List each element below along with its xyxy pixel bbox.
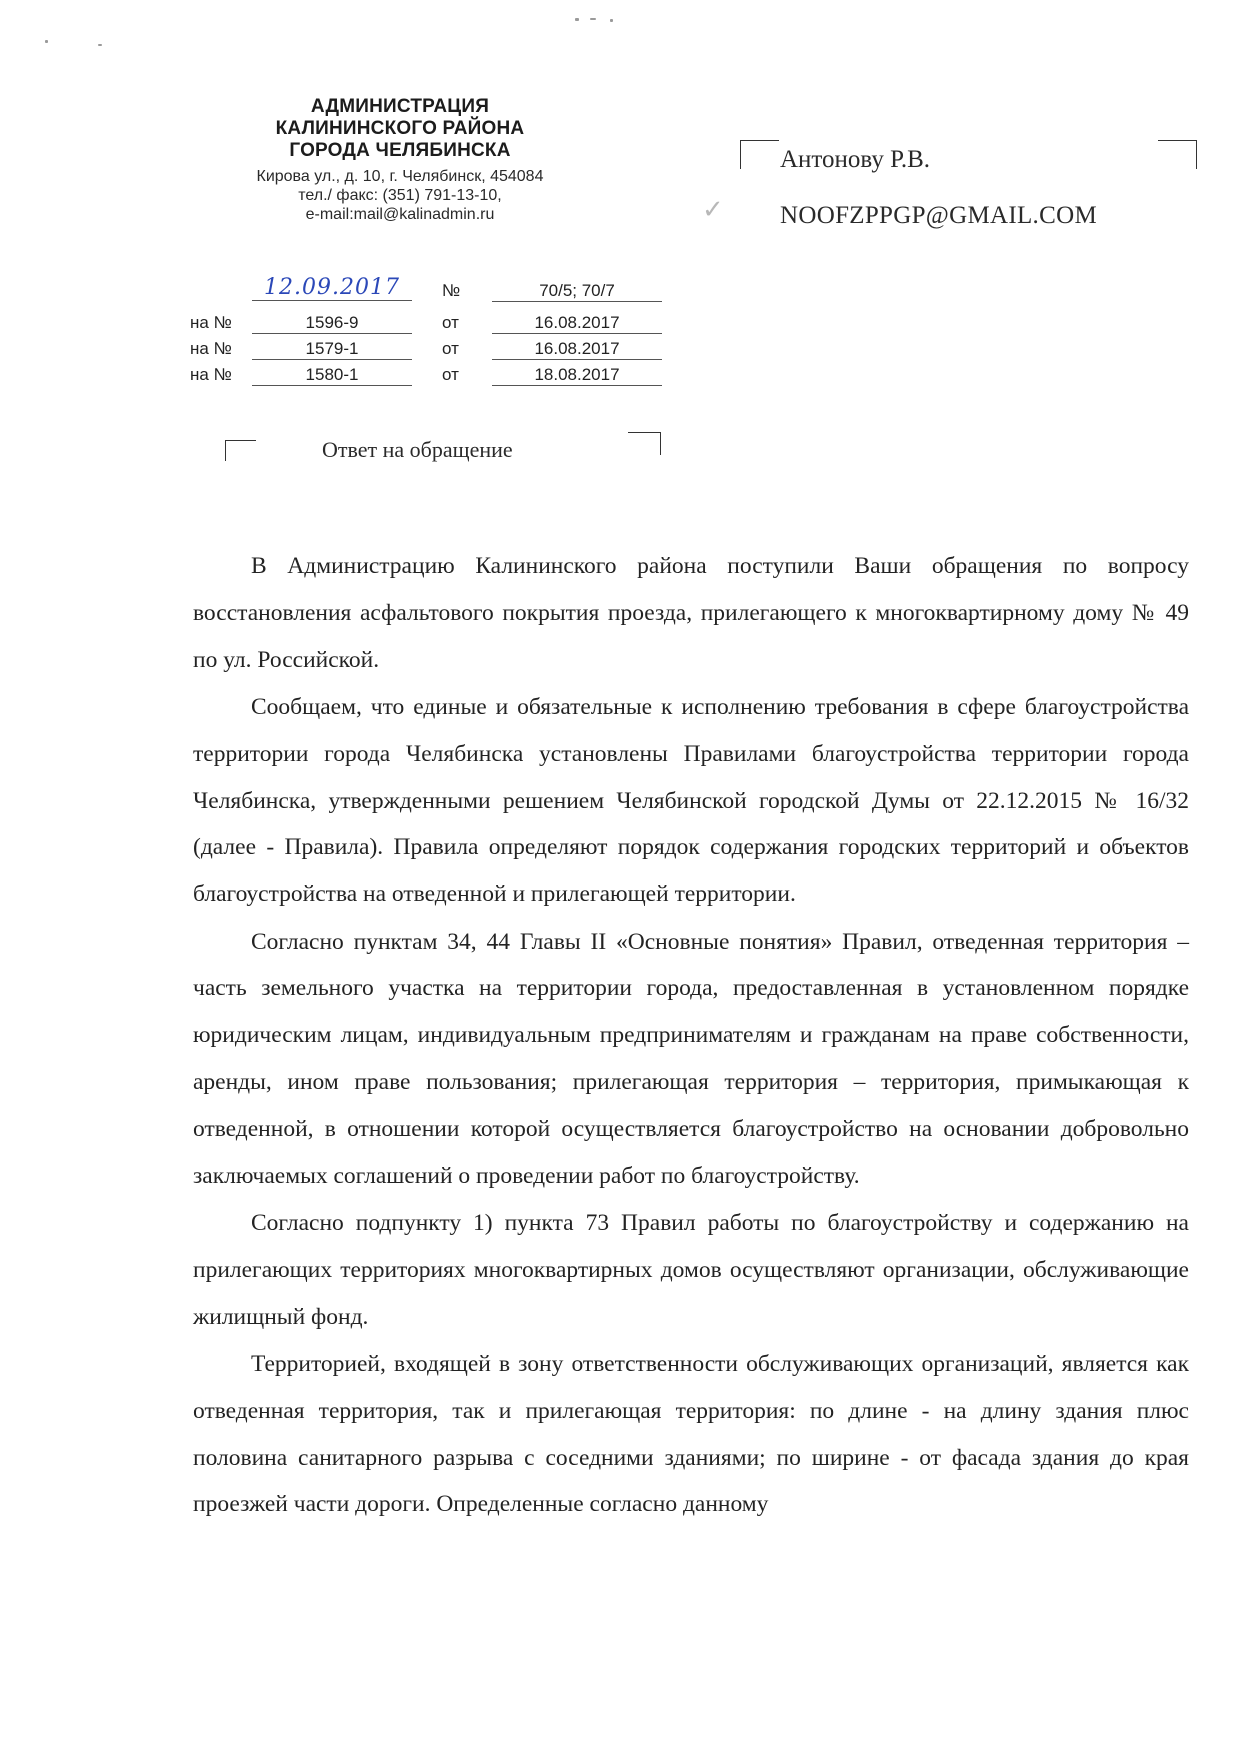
- letter-body: [193, 543, 1189, 1529]
- outgoing-date: 12.09.2017: [252, 275, 412, 301]
- body-paragraph: Согласно пунктам 34, 44 Главы II «Основные понятия» Правил, отведенная территория – часть земельного участка на территории города, предоставленная в установленном порядке юридическим лицам, индивидуальным предпринимателям и гражданам на праве собственности, аренды, ином праве пользования; прилегающая территория – территория, примыкающая к отведенной, в отношении которой осуществляется благоустройство на основании добровольно заключаемых соглашений о проведении работ по благоустройству.: [193, 928, 1189, 1189]
- scan-speck: [98, 44, 102, 46]
- checkmark-icon: ✓: [702, 194, 724, 224]
- ref-from-label: от: [442, 313, 459, 332]
- ref-date: 16.08.2017: [492, 313, 662, 334]
- ref-label: на №: [190, 313, 232, 332]
- body-paragraph: Сообщаем, что единые и обязательные к исполнению требования в сфере благоустройства территории города Челябинска установлены Правилами благоустройства территории города Челябинска, утвержденными решением Челябинской городской Думы от 22.12.2015 № 16/32 (далее - Правила). Правила определяют порядок содержания городских территорий и объектов благоустройства на отведенной и прилегающей территории.: [193, 693, 1189, 908]
- ref-label: на №: [190, 365, 232, 384]
- ref-date: 18.08.2017: [492, 365, 662, 386]
- addressee-email: NOOFZPPGP@GMAIL.COM: [780, 202, 1097, 229]
- corner-bracket-icon: [225, 440, 256, 461]
- scan-speck: [575, 18, 579, 21]
- scan-speck: [610, 19, 613, 22]
- ref-number: 1579-1: [252, 339, 412, 360]
- org-address: Кирова ул., д. 10, г. Челябинск, 454084: [256, 168, 544, 185]
- outgoing-number: 70/5; 70/7: [492, 281, 662, 302]
- ref-label: на №: [190, 339, 232, 358]
- scan-speck: [45, 40, 48, 43]
- ref-from-label: от: [442, 339, 459, 358]
- ref-from-label: от: [442, 365, 459, 384]
- body-paragraph: В Администрацию Калининского района поступили Ваши обращения по вопросу восстановления асфальтового покрытия проезда, прилегающего к многоквартирному дому № 49 по ул. Российской.: [193, 553, 1189, 673]
- body-paragraph: Согласно подпункту 1) пункта 73 Правил работы по благоустройству и содержанию на прилегающих территориях многоквартирных домов осуществляют организации, обслуживающие жилищный фонд.: [193, 1209, 1189, 1330]
- org-email: e-mail:mail@kalinadmin.ru: [305, 206, 495, 223]
- scan-speck: [590, 18, 596, 20]
- org-name-line-1: АДМИНИСТРАЦИЯ: [310, 96, 490, 117]
- corner-bracket-icon: [628, 432, 661, 455]
- ref-number: 1596-9: [252, 313, 412, 334]
- ref-number: 1580-1: [252, 365, 412, 386]
- addressee-name: Антонову Р.В.: [780, 146, 931, 173]
- body-paragraph: Территорией, входящей в зону ответственности обслуживающих организаций, является как отведенная территория, так и прилегающая территория: по длине - на длину здания плюс половина санитарного разрыва с соседними зданиями; по ширине - от фасада здания до края проезжей части дороги. Определенные согласно данному: [193, 1350, 1189, 1518]
- ref-date: 16.08.2017: [492, 339, 662, 360]
- addressee-block: [740, 145, 1210, 231]
- subject-line: Ответ на обращение: [322, 437, 513, 462]
- org-phone: тел./ факс: (351) 791-13-10,: [298, 187, 502, 204]
- sender-header: [240, 96, 560, 224]
- number-label: №: [442, 281, 461, 300]
- org-name-line-3: ГОРОДА ЧЕЛЯБИНСКА: [289, 140, 511, 161]
- org-name-line-2: КАЛИНИНСКОГО РАЙОНА: [275, 118, 525, 139]
